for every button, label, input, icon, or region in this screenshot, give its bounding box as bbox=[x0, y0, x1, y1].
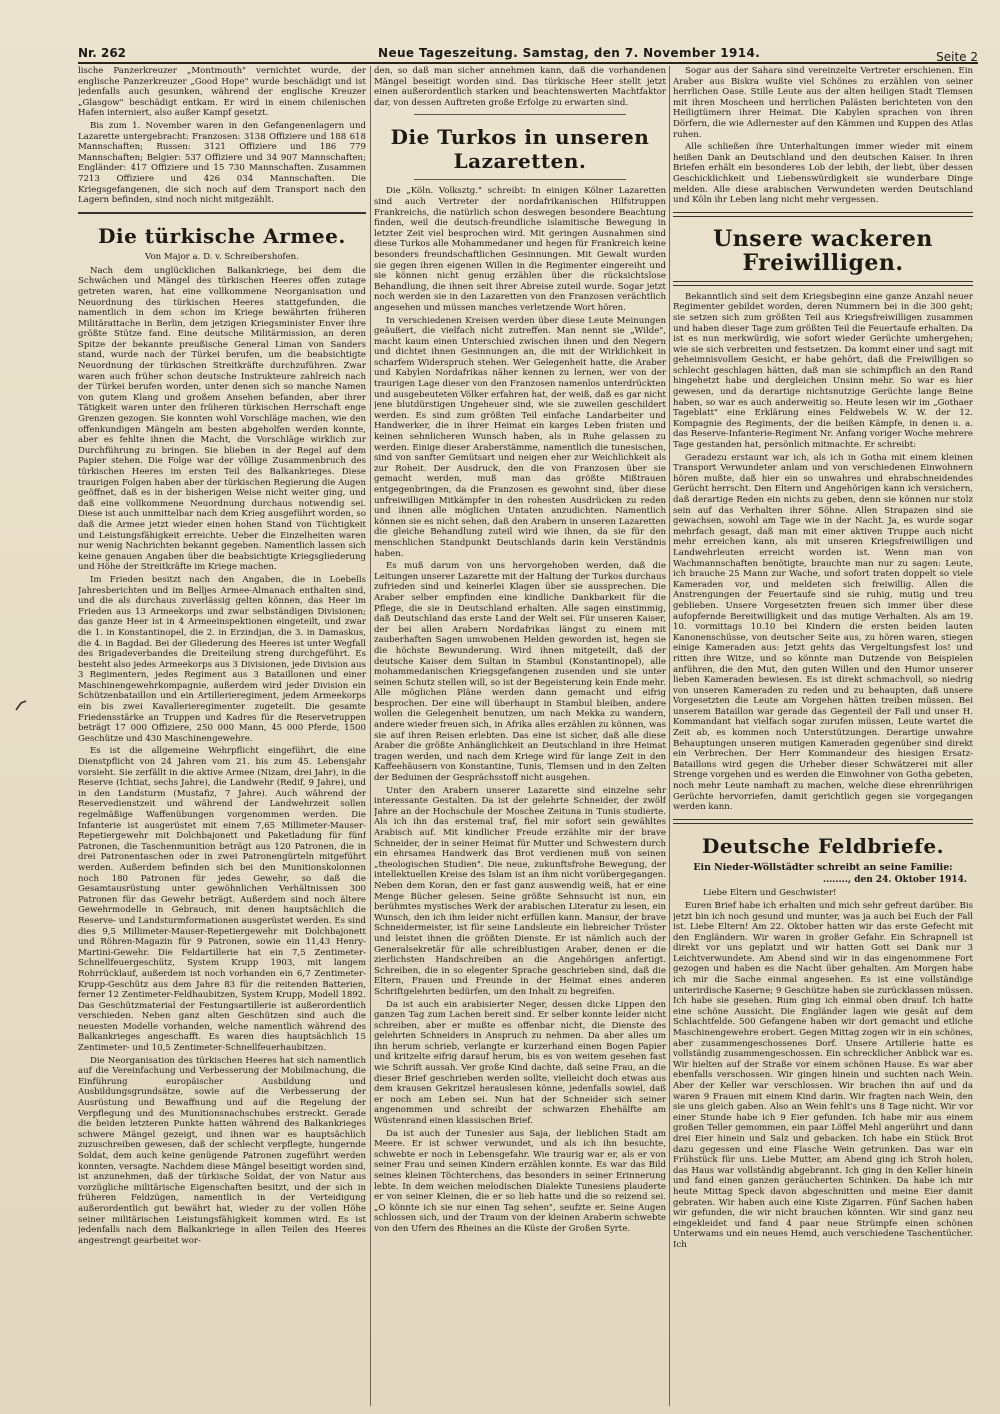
page-number: Seite 2 bbox=[936, 50, 978, 64]
article-paragraph: lische Panzerkreuzer „Montmouth" vernichtet wurde, der englische Panzerkreuzer „Good Hope" wurde beschädigt und ist jedenfalls auch gesunken, während der englische Kreuzer „Glasgow" beschädigt entkam. Er wird in einem chilenischen Hafen interniert, also außer Kampf gesetzt. bbox=[78, 66, 366, 119]
letter-dateline: ........, den 24. Oktober 1914. bbox=[822, 875, 967, 886]
headline-tuerkische-armee: Die türkische Armee. bbox=[98, 223, 346, 248]
ink-mark-icon bbox=[14, 700, 28, 712]
article-paragraph: In verschiedenen Kreisen werden über diese Leute Meinungen geäußert, die vielfach nicht zutreffen. Man nennt sie „Wilde", macht kaum einen Unterschied zwischen ihnen und den Negern und dichtet ihnen Gesinnungen an, die mit der Wirklichkeit in scharfem Widerspruch stehen. Wer Gelegenheit hatte, die Araber und Kabylen Nordafrikas näher kennen zu lernen, wer von der traurigen Lage dieser von den Franzosen namenlos unterdrückten und ausgebeuteten Völker erfahren hat, der weiß, daß es gar nicht jene blutdürstigen Ungeheuer sind, wie sie zuweilen geschildert werden. Es sind zum größten Teil einfache Landarbeiter und Handwerker, die in ihrer Heimat ein karges Leben fristen und keinen sehnlicheren Wunsch haben, als in Ruhe gelassen zu werden. Einige dieser Araberstämme, namentlich die tunesischen, sind von sanfter Gemütsart und neigen eher zur Weichlichkeit als zur Roheit. Der Ausdruck, den die von Franzosen über sie gemacht werden, muß man das größte Mißtrauen entgegenbringen, da die Franzosen es gewohnt sind, über diese unfreiwilligen Mitkämpfer in den rohesten Ausdrücken zu reden und ihnen alle möglichen Untaten anzudichten. Namentlich können sie es nicht sehen, daß den Arabern in unseren Lazaretten die gleiche Behandlung zuteil wird wie ihnen, da sie für den menschlichen Standpunkt Deutschlands darin kein Verständnis haben. bbox=[374, 315, 666, 559]
article-paragraph: Bis zum 1. November waren in den Gefangenenlagern und Lazarette untergebracht: Franzosen: 3138 Offiziere und 188 618 Mannschaften; Russen: 3121 Offiziere und 186 779 Mannschaften; Belgier: 537 Offiziere und 34 907 Mannschaften; Engländer: 417 Offiziere und 15 730 Mannschaften. Zusammen 7213 Offiziere und 426 034 Mannschaften. Die Kriegsgefangenen, die sich noch auf dem Transport nach den Lagern befinden, sind noch nicht mitgezählt. bbox=[78, 120, 366, 206]
article-paragraph: Die Neorganisation des türkischen Heeres hat sich namentlich auf die Vereinfachung und Verbesserung der Mobilmachung, die Einführung europäischer Ausbildung und Ausbildungsgrundsätze, sowie auf die Verbesserung der Ausrüstung und Bewaffnung und auf die Regelung der Verpflegung und des Munitionsnachschubes erstreckt. Gerade die beiden letzteren Punkte hatten während des Balkankrieges schwere Mängel gezeigt, und ihnen war es hauptsächlich zuzuschreiben gewesen, daß der schlecht verpflegte, hungernde Soldat, dem auch keine genügende Patronen zugeführt werden konnten, versagte. Nachdem diese Mängel beseitigt worden sind, ist anzunehmen, daß der türkische Soldat, der von Natur aus vorzügliche militärische Eigenschaften besitzt, und der sich in früheren Feldzügen, namentlich in der Verteidigung außerordentlich gut bewährt hat, wieder zu der vollen Höhe seiner militärischen Leistungsfähigkeit kommen wird. Es ist jedenfalls nach dem Balkankriege in allen Teilen des Heeres angestrengt gearbeitet wor- bbox=[78, 1055, 366, 1246]
section-rule bbox=[78, 212, 366, 214]
column-divider bbox=[669, 66, 670, 1406]
section-rule bbox=[673, 281, 973, 286]
byline: Von Major a. D. v. Schreibershofen. bbox=[145, 251, 299, 262]
header-rule bbox=[78, 62, 978, 64]
article-paragraph: Unter den Arabern unserer Lazarette sind einzelne sehr interessante Gestalten. Da ist der gelehrte Schneider, der zwölf Jahre an der Hochschule der Moschee Zeituna in Tunis studierte. Als ich ihn das erstemal traf, fiel mir sofort sein gewähltes Arabisch auf. Mit kindlicher Freude erzählte mir der brave Schneider, der in seiner Heimat für Mutter und Schwestern durch ein ehrsames Handwerk das Brot verdienen muß von seinen „theologischen Studien". Die neue, zukunftsfrohe Bewegung, der intellektuellen Kreise des Islam ist an ihm nicht vorübergegangen. Neben dem Koran, den er fast ganz auswendig weiß, hat er eine Menge Bücher gelesen. Seine größte Sehnsucht ist nun, ein berühmtes mystisches Werk der arabischen Literatur zu lesen, ein Wunsch, den ich ihm leider nicht erfüllen kann. Mansur, der brave Schneidermeister, ist für seine Landsleute ein liebreicher Tröster und leistet ihnen die größten Dienste. Er ist nämlich auch der Generalsekretär für alle schreiblustigen Araber, denen er die zierlichsten Handschreiben an die Angehörigen anfertigt. Schreiben, die in so elegenter Sprache geschrieben sind, daß die Eltern, Frauen und Freunde in der Heimat eines anderen Schriftgelehrten bedürfen, um den Inhalt zu begreifen. bbox=[374, 785, 666, 997]
headline-feldbriefe: Deutsche Feldbriefe. bbox=[701, 833, 945, 858]
article-paragraph: Da ist auch ein arabisierter Neger, dessen dicke Lippen den ganzen Tag zum Lachen bereit sind. Er selber konnte leider nicht schreiben, aber er mußte es offenbar nicht, die Dienste des gelehrten Schneiders in Anspruch zu nehmen. Da aber alles um ihn herum schrieb, verlangte er kurzerhand einen Bogen Papier und kritzelte eifrig darauf herum, bis es von weitem gesehen fast wie Schrift aussah. Ver große Kind dachte, daß seine Frau, an die dieser Brief geschrieben werden sollte, vielleicht doch etwas aus dem krausen Gekritzel herauslesen könne, jedenfalls sowiel, daß er noch am Leben sei. Nun hat der Schneider sich seiner angenommen und schreibt der schwarzen Ehehälfte am Wüstenrand einen klassischen Brief. bbox=[374, 999, 666, 1127]
column-1 bbox=[78, 66, 366, 1408]
article-paragraph: Alle schließen ihre Unterhaltungen immer wieder mit einem heißen Dank an Deutschland und den deutschen Kaiser. In ihren Briefen erhält ein besonderes Lob der lebih, der liebt, über dessen Geschicklichkeit und Liebenswürdigkeit sie wunderbare Dinge melden. Alle diese arabischen Verwundeten werden Deutschland und Köln ihr Leben lang nicht mehr vergessen. bbox=[673, 142, 973, 206]
headline-turkos: Die Turkos in unseren Lazaretten. bbox=[390, 125, 650, 174]
section-rule bbox=[673, 212, 973, 217]
column-2 bbox=[374, 66, 666, 1408]
article-paragraph: Es ist die allgemeine Wehrpflicht eingeführt, die eine Dienstpflicht von 24 Jahren vom 21. bis zum 45. Lebensjahr vorsieht. Sie zerfällt in die aktive Armee (Nizam, drei Jahr), in die Reserve (Ichtiat, sechs Jahre), die Landwehr (Redif, 9 Jahre), und in den Landsturm (Mustafiz, 7 Jahre). Auch während der Reservedienstzeit und während der Landwehrzeit sollen regelmäßige Waffenübungen vorgenommen werden. Die Infanterie ist ausgerüstet mit einem 7,65 Millimeter-Mauser-Repetiergewehr mit Dolchbajonett und Paketladung für fünf Patronen, die Taschenmunition beträgt aus 120 Patronen, die in drei Patronentaschen oder in zwei Patronengürteln mitgeführt werden. Außerdem befinden sich bei den Munitionskolonnen noch 180 Patronen für jedes Gewehr, so daß die Gesamtausrüstung unter gewöhnlichen Verhältnissen 300 Patronen für das Gewehr beträgt. Außerdem sind noch ältere Gewehrmodelle in Gebrauch, mit denen hauptsächlich die Reserve- und Landsturmformationen ausgerüstet werden. Es sind dies 9,5 Millimeter-Mauser-Repetiergewehr mit Dolchbajonett und Röhren-Magazin für 9 Patronen, sowie ein 11,43 Henry-Martini-Gewehr. Die Feldartillerie hat ein 7,5 Zentimeter-Schnellfeuergeschütz, System Krupp 1903, mit langem Rohrrücklauf, außerdem ist noch vorhanden ein 6,7 Zentimeter-Krupp-Geschütz aus dem Jahre 83 für die reitenden Batterien, ferner 12 Zentimeter-Feldhaubitzen, System Krupp, Modell 1892. Das Geschützmaterial der Festungsartillerie ist außerordentlich verschieden. Neben ganz alten Geschützen sind auch die neuesten Modelle vorhanden, welche namentlich während des Balkankrieges angeschafft. Es waren dies hauptsächlich 15 Zentimeter- und 10,5 Zentimeter-Schnellfeuerhaubitzen. bbox=[78, 746, 366, 1054]
letter-intro: Ein Nieder-Wöllstädter schreibt an seine Familie: bbox=[693, 861, 953, 873]
page-header bbox=[78, 42, 980, 64]
article-paragraph: Nach dem unglücklichen Balkankriege, bei dem die Schwächen und Mängel des türkischen Heeres offen zutage getreten waren, hat eine vollkommene Neorganisation und Neuordnung des türkischen Heeres stattgefunden, die namentlich in dem schon im Kriege bewährten früheren Militärattache in Berlin, dem jetzigen Kriegsminister Enver ihre größte Stütze fand. Eine deutsche Militärmission, an deren Spitze der bekannte preußische General Liman von Sanders stand, wurde nach der Türkei berufen, um die beabsichtigte Neuordnung der türkischen Streitkräfte durchzuführen. Zwar waren auch früher schon deutsche Instrukteure zahlreich nach der Türkei berufen worden, unter denen sich so manche Namen von gutem Klang und großem Ansehen befanden, aber ihrer Tätigkeit waren unter den früheren türkischen Herrschaft enge Grenzen gezogen. Sie konnten wohl Vorschläge machen, wie den offenkundigen Mängeln am besten abgeholfen werden konnte, aber es fehlte ihnen die Macht, die Vorschläge wirklich zur Durchführung zu bringen. Sie blieben in der Regel auf dem Papier stehen. Die Folge war der völlige Zusammenbruch des türkischen Heeres im ersten Teil des Balkankrieges. Diese traurigen Folgen haben aber der türkischen Regierung die Augen geöffnet, daß es in der bisherigen Weise nicht weiter ging, und daß eine vollkommene Neuordnung durchaus notwendig sei. Diese ist auch unmittelbar nach dem Krieg ausgeführt worden, so daß die Armee jetzt wieder einen hohen Stand von Tüchtigkeit und Leistungsfähigkeit erreichte. Ueber die Einzelheiten waren nur wenig Nachrichten bekannt gegeben. Namentlich lassen sich keine genauen Angaben über die beabsichtigte Kriegsgliederung und Höhe der Streitkräfte im Kriege machen. bbox=[78, 265, 366, 573]
article-paragraph: Da ist auch der Tunesier aus Saja, der lieblichen Stadt am Meere. Er ist schwer verwundet, und als ich ihn besuchte, schwebte er noch in Lebensgefahr. Wie traurig war er, als er von seiner Frau und seinen Kindern erzählen konnte. Es war das Bild seines kleinen Töchterchens, das besonders in seiner Erinnerung lebte. In dem weichen melodischen Dialekte Tunesiens plauderte er von seiner Kleinen, die er so lieb hatte und die so reizend sei. „O könnte ich sie nur einen Tag sehen", seufzte er. Seine Augen schlossen sich, und der Traum von der kleinen Araberin schwebte von den Ufern des Rheines an die Küste der Großen Syrte. bbox=[374, 1128, 666, 1234]
article-paragraph: Geradezu erstaunt war ich, als ich in Gotha mit einem kleinen Transport Verwundeter anlam und von verschiedenen Einwohnern hören mußte, daß hier ein so unwahres und ehrabschneidendes Gerücht herrscht. Den Eltern und Angehörigen kann ich versichern, daß derartige Reden ein nichts zu geben, denn sie können nur stolz sein auf das Verhalten ihrer Söhne. Allen Strapazen sind sie gewachsen, sowohl am Tage wie in der Nacht. Ja, es wurde sogar mehrfach gesagt, daß man mit einer aktiven Truppe auch nicht mehr erreichen kann, als mit unseren Kriegsfreiwilligen und Landwehrleuten erreicht worden ist. Wenn man von Wachmannschaften benötigte, brauchte man nur zu sagen: Leute, ich brauche 25 Mann zur Wache, und sofort traten doppelt so viele Kameraden vor, und meldeten sich freiwillig. Allen die Anstrengungen der Feuertaufe sind sie ruhig, mutig und treu geblieben. Unsere Vorgesetzten freuen sich immer über diese aufopfernde Bereitwilligkeit und das mutige Verhalten. Als am 19. 10. vormittags 10.10 bei Kindern die ersten beiden lauten Kanonenschüsse, von deutscher Seite aus, zu hören waren, stiegen einige Kameraden aus: Jetzt gehts das Vergeltungsfest los! und ritten ihre Witze, und so könnte man Dutzende von Beispielen anführen, die den Mut, den guten Willen und den Humor unserer lieben Kameraden bewiesen. Es ist direkt schmachvoll, so niedrig von unseren Kameraden zu reden und zu behaupten, daß unsere Vorgesetzten die Leute am Vorgehen hätten treiben müssen. Bei unserem Bataillon war gerade das Gegenteil der Fall und unser H. Kommandant hat vielfach sogar zurufen müssen, Leute wartet die Zeit ab, es kommen noch Unterstützungen. Derartige unwahre Behauptungen unseren mutigen Kameraden gegenüber sind direkt ein Verbrechen. Der Herr Kommandeur des hiesigen Ersatz-Bataillons wird gegen die Urheber dieser Schwätzerei mit aller Strenge vorgehen und es werden die Einwohner von Gotha gebeten, noch mehr Leute namhaft zu machen, welche diese ehrenrührigen Gerüchte hervorriefen, damit gerichtlich gegen sie vorgegangen werden kann. bbox=[673, 452, 973, 813]
headline-freiwilligen: Unsere wackeren Freiwilligen. bbox=[713, 225, 933, 276]
article-paragraph: Es muß darum von uns hervorgehoben werden, daß die Leitungen unserer Lazarette mit der Haltung der Turkos durchaus zufrieden sind und keinerlei Klagen über sie aussprechen. Die Araber selber empfinden eine kindliche Dankbarkeit für die Pflege, die sie in Deutschland erhalten. Alle sagen einstimmig, daß Deutschland das erste Land der Welt sei. Für unseren Kaiser, der bei allen Arabern Nordafrikas längst zu einem mit zauberhaften Sagen umwobenen Helden geworden ist, hegen sie die höchste Bewunderung. Wird ihnen mitgeteilt, daß der deutsche Kaiser dem Sultan in Stambul (Konstantinopel), alle mohammedanischen Kriegsgefangenen zusenden und sie unter seinen Schutz stellen will, so ist der Begeisterung kein Ende mehr. Alle möglichen Pläne werden dann gemacht und eifrig besprochen. Der eine will überhaupt in Stambul bleiben, andere wollen die Gelegenheit benutzen, um nach Mekka zu wandern, andere wieder freuen sich, in Afrika alles erzählen zu können, was sie auf ihren Reisen erlebten. Das eine ist sicher, daß alle diese Araber die größte Anhänglichkeit an Deutschland in ihre Heimat tragen werden, und nach dem Kriege wird für lange Zeit in den Kaffeehäusern von Konstantine, Tunis, Tlemsen und in den Zelten der Beduinen der Gesprächsstoff nicht ausgehen. bbox=[374, 561, 666, 784]
article-paragraph: Euren Brief habe ich erhalten und mich sehr gefreut darüber. Bis jetzt bin ich noch gesund und munter, was ja auch bei Euch der Fall ist. Liebe Eltern! Am 22. Oktober hatten wir das erste Gefecht mit den Engländern. Wir waren in großer Gefahr. Ein Schrapnell ist direkt vor uns geplatzt und wir hatten Gott sei Dank nur 3 Leichtverwundete. Am Abend sind wir in das eingenommene Fort gezogen und haben es die Nacht über gehalten. Am Morgen habe ich mir die Sache einmal angesehen. Es ist eine vollständige unterirdische Kaserne; 9 Geschütze haben sie zurücklassen müssen. Ich habe sie gesehen. Rum ging ich einmal oben drauf. Ich hatte eine schöne Aussicht. Die Engländer lagen wie gesät auf dem Schlachtfelde. 500 Gefangene haben wir dort gemacht und etliche Maschinengewehre erobert. Gegen Mittag zogen wir in ein schönes, aber zusammengeschossenes Dorf. Unsere Artillerie hatte es vollständig zusammengeschossen. Ein schrecklicher Anblick war es. Wir hielten auf der Straße vor einem schönen Hause. Es war aber ebenfalls verschossen. Wir gingen hinein und suchten nach Wein. Aber der Keller war verschlossen. Wir brachen ihn auf und da waren 9 Frauen mit einem Kind darin. Wir fragten nach Wein, den sie uns gleich gaben. Also an Wein fehlt's uns 8 Tage nicht. Wir vor einer Stunde habe ich 9 Eier gefunden. Ich habe mir aus einem großen Teller gemommen, ein paar Löffel Mehl angerührt und dann drei Eier hinein und Salz und gebacken. Ich habe ein Stück Brot dazu gegessen und eine Flasche Wein getrunken. Das war ein Frühstück für uns. Liebe Mutter, am Abend ging ich Stroh holen, das Haus war vollständig abgebrannt. Ich ging in den Keller hinein und fand einen ganzen geräucherten Schinken. Da habe ich mir heute Mittag Speck davon abgeschnitten und meine Eier damit gebraten. Wir haben auch eine Kiste Zigarren. Fünf Sachen haben wir gefunden, die wir nicht brauchen könnten. Wir sind ganz neu eingekleidet und fand 4 paar neue Strümpfe einen schönen Unterwams und ein neues Hemd, auch verschiedene Taschentücher. Ich bbox=[673, 900, 973, 1250]
section-rule bbox=[673, 819, 973, 824]
column-divider bbox=[370, 66, 371, 1406]
section-rule bbox=[414, 179, 626, 180]
article-paragraph: Im Frieden besitzt nach den Angaben, die in Loebells Jahresberichten und im Belljes Armee-Almanach enthalten sind, und die als durchaus zuverlässig gelten können, das Heer im Frieden aus 13 Armeekorps und zwar selbständigen Divisionen; das ganze Heer ist in 4 Armeeinspektionen eingeteilt, und zwar die 1. in Konstantinopel, die 2. in Erzindjan, die 3. in Damaskus, die 4. in Bagdad. Bei der Gliederung des Heeres ist unter Wegfall des Brigadeverbandes die Dreiteilung streng durchgeführt. Es besteht also jedes Armeekorps aus 3 Divisionen, jede Division aus 3 Regimentern, jedes Regiment aus 3 Bataillonen und einer Maschinengewehrkompagnie, außerdem wird jeder Division ein Schützenbataillon und ein Artillerieregiment, jedem Armeekorps ein bis zwei Kavallerieregimenter zugeteilt. Die gesamte Friedensstärke an Truppen und Kadres für die Reservetruppen beträgt 17 000 Offiziere, 250 000 Mann, 45 000 Pferde, 1500 Geschütze und 430 Maschinengewehre. bbox=[78, 574, 366, 744]
section-rule bbox=[414, 114, 626, 115]
article-paragraph: Bekanntlich sind seit dem Kriegsbeginn eine ganze Anzahl neuer Regimenter gebildet worden, deren Nummern bei in die 300 geht; sie setzen sich zum größten Teil aus Kriegsfreiwilligen zusammen und haben dieser Tage zum größten Teil die Feuertaufe erhalten. Da ist es nun merkwürdig, wie sofort wieder Gerüchte umhergehen; wie sie sich verbreiten und festsetzen. Da kommt einer und sagt mit geheimnisvollem Gesicht, er habe gehört, daß die Freiwilligen so schlecht geschlagen hätten, daß man sie schimpflich an den Rand hingehetzt habe und dergleichen Unsinn mehr. So war es hier gewesen, und da derartige nichtsnutzige Gerüchte lange Beine haben, so war es auch anderweitig so. Heute lesen wir im „Gothaer Tageblatt" eine Erklärung eines Feldwebels W. W. der 12. Kompagnie des Regiments, der die beißen Kämpfe, in denen u. a. das Reserve-Infanterie-Regiment Nr. Anfang voriger Woche mehrere Tage gestanden hat, persönlich mitmachte. Er schreibt: bbox=[673, 291, 973, 451]
letter-salutation: Liebe Eltern und Geschwister! bbox=[703, 888, 837, 899]
article-paragraph: den, so daß man sicher annehmen kann, daß die vorhandenen Mängel beseitigt worden sind. Das türkische Heer stellt jetzt einen außerordentlich starken und beachtenswerten Machtfaktor dar, von dessen Auftreten große Erfolge zu erwarten sind. bbox=[374, 66, 666, 108]
article-paragraph: Sogar aus der Sahara sind vereinzelte Vertreter erschienen. Ein Araber aus Biskra wußte viel Schönes zu erzählen von seiner herrlichen Oase. Stille Leute aus der alten heiligen Stadt Tlemsen mit ihren Moscheen und herrlichen Palästen berichteten von den Heiligtümern ihrer Heimat. Die Kabylen sprachen von ihren Dörfern, die wie Adlernester auf den Kämmen und Kuppen des Atlas ruhen. bbox=[673, 66, 973, 140]
column-3 bbox=[673, 66, 973, 1408]
issue-number: Nr. 262 bbox=[78, 46, 127, 60]
masthead-line: Neue Tageszeitung. Samstag, den 7. November 1914. bbox=[378, 46, 761, 60]
article-paragraph: Die „Köln. Volksztg." schreibt: In einigen Kölner Lazaretten sind auch Vertreter der nordafrikanischen Hilfstruppen Frankreichs, die natürlich schon deswegen besondere Beachtung finden, weil die deutsch-freundliche islamitische Bewegung in letzter Zeit viel besprochen wird. Mit geringen Ausnahmen sind diese Turkos alle Mohammedaner und hegen für Frankreich keine besonders freundschaftlichen Gesinnungen. Mit Gewalt wurden sie gegen ihren eigenen Willen in die Regimenter eingereiht und sie können nicht genug erzählen über die rücksichtslose Behandlung, die ihnen seit ihrer Abreise zuteil wurde. Sogar jetzt noch werden sie in den Lazaretten von den Franzosen verächtlich angesehen und müssen manches verletzende Wort hören. bbox=[374, 186, 666, 313]
